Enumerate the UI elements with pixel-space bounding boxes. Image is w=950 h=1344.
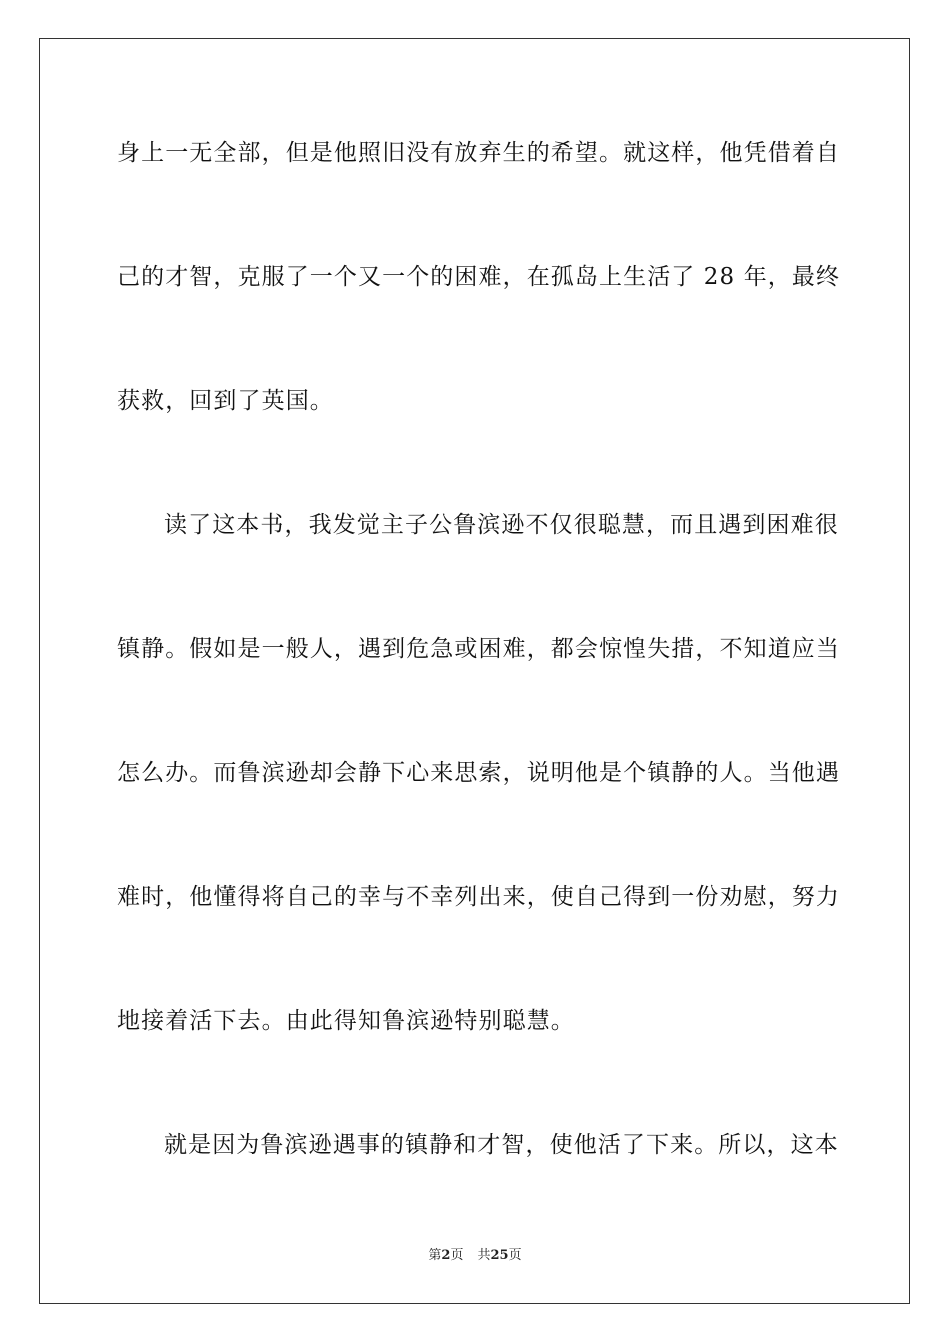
- text-line-2: 己的才智，克服了一个又一个的困难，在孤岛上生活了 28 年，最终: [117, 264, 841, 290]
- total-suffix: 页: [508, 1248, 522, 1263]
- text-line-8: 地接着活下去。由此得知鲁滨逊特别聪慧。: [117, 1008, 575, 1034]
- text-line-6: 怎么办。而鲁滨逊却会静下心来思索，说明他是个镇静的人。当他遇: [117, 760, 840, 786]
- text-line-1: 身上一无全部，但是他照旧没有放弃生的希望。就这样，他凭借着自: [117, 140, 840, 166]
- page-total: 25: [490, 1248, 509, 1263]
- text-line-3: 获救，回到了英国。: [117, 388, 334, 414]
- page-frame: [39, 38, 910, 1304]
- page-suffix: 页: [450, 1248, 464, 1263]
- text-line-7: 难时，他懂得将自己的幸与不幸列出来，使自己得到一份劝慰，努力: [117, 884, 840, 910]
- page-current: 2: [441, 1248, 451, 1263]
- text-line-9: 就是因为鲁滨逊遇事的镇静和才智，使他活了下来。所以，这本: [164, 1132, 839, 1158]
- total-prefix: 共: [477, 1248, 491, 1263]
- page-prefix: 第: [428, 1248, 442, 1263]
- text-line-4: 读了这本书，我发觉主子公鲁滨逊不仅很聪慧，而且遇到困难很: [164, 512, 839, 538]
- text-line-5: 镇静。假如是一般人，遇到危急或困难，都会惊惶失措，不知道应当: [117, 636, 840, 662]
- page-footer: [0, 1247, 950, 1265]
